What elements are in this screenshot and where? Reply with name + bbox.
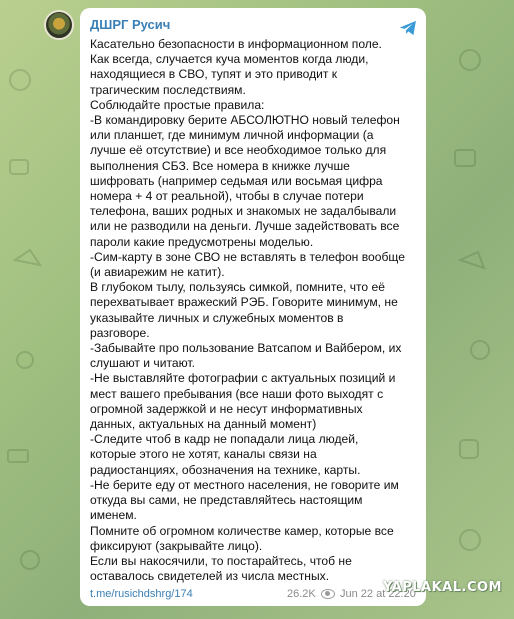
watermark: YAPLAKAL.COM xyxy=(383,580,502,595)
channel-avatar[interactable] xyxy=(44,10,74,40)
channel-name[interactable]: ДШРГ Русич xyxy=(90,17,171,32)
post-date: Jun 22 at 22:20 xyxy=(340,588,416,600)
post-text: Касательно безопасности в информационном поле. Как всегда, случается куча моментов когда люди, находящиеся в СВО, тупят и это приводит к трагическим последствиям. Соблюдайте простые правила: -В командировку берите АБСОЛЮТНО новый телефон или планшет, где минимум личной информации (а лучше её отсутствие) и все необходимое только для выполнения СБЗ. Все номера в книжке лучше шифровать (например седьмая или восьмая цифра номера + 4 от реальной), чтобы в случае потери телефона, ваших родных и знакомых не задалбывали или не разводили на деньги. Лучше задействовать все пароли какие предусмотрены моделью. -Сим-карту в зоне СВО не вставлять в телефон вообще (и авиарежим не катит). В глубоком тылу, пользуясь симкой, помните, что её перехватывает вражеский РЭБ. Говорите минимум, не указывайте личных и служебных моментов в разговоре. -Забывайте про пользование Ватсапом и Вайбером, их слушают и читают. -Не выставляйте фотографии с актуальных позиций и мест вашего пребывания (все наши фото выходят с огромной задержкой и не несут информативных данных, актуальных на данный момент) -Следите чтоб в кадр не попадали лица людей, которые этого не хотят, каналы связи на радиостанциях, обозначения на технике, карты. -Не берите еду от местного населения, не говорите им откуда вы сами, не представляйтесь настоящим именем. Помните об огромном количестве камер, которые все фиксируют (закрывайте лицо). Если вы накосячили, то постарайтесь, чтоб не оставалось свидетелей из числа местных. xyxy=(90,37,405,584)
view-count-label: 26.2K xyxy=(287,588,316,600)
view-count xyxy=(287,588,335,600)
telegram-icon[interactable] xyxy=(398,18,418,38)
message-footer xyxy=(90,588,416,604)
post-link[interactable]: t.me/rusichdshrg/174 xyxy=(90,588,193,600)
eye-icon xyxy=(321,589,335,599)
message-bubble xyxy=(80,8,426,606)
